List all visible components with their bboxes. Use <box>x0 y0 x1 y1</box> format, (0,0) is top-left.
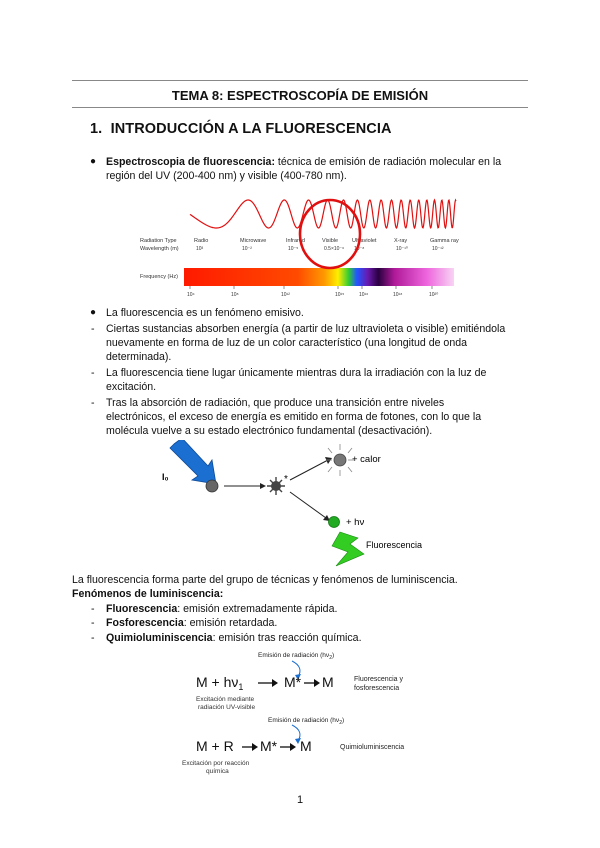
luminescence-heading: Fenómenos de luminiscencia: <box>72 588 224 600</box>
relaxed-molecule-heat <box>334 454 346 466</box>
freq-tick-label-3: 10¹⁵ <box>335 292 345 298</box>
result1-line-b: fosforescencia <box>354 685 400 692</box>
arrowhead <box>314 679 320 687</box>
heat-label: + calor <box>352 454 381 465</box>
bullet-dot: ● <box>90 156 97 167</box>
result2: Quimioluminiscencia <box>340 744 405 751</box>
dash3-line-c: molécula vuelve a su estado electrónico fundamental (desactivación). <box>106 425 433 438</box>
spectrum-bar <box>184 268 454 286</box>
fen1-term: Fluorescencia <box>106 603 178 615</box>
excitation2-line-a: Excitación por reacción <box>182 760 250 767</box>
freq-tick-label-5: 10¹⁸ <box>393 292 403 298</box>
dash1-line-c: determinada). <box>106 351 172 364</box>
page-title: TEMA 8: ESPECTROSCOPÍA DE EMISIÓN <box>171 88 429 103</box>
result1-line-a: Fluorescencia y <box>354 676 404 683</box>
freq-tick-label-4: 10¹⁶ <box>359 292 369 298</box>
wavelength-label: Wavelength (m) <box>140 246 179 252</box>
fen3-text: : emisión tras reacción química. <box>212 632 362 644</box>
wavelength-value-3: 0.5×10⁻⁶ <box>324 246 345 252</box>
phenomenon-fluorescence <box>106 602 337 616</box>
dash3-line-b: electrónicos, el exceso de energía es emitido en forma de fotones, con lo que la <box>106 411 482 424</box>
dash-item-absorben <box>106 322 546 365</box>
ground-molecule <box>206 480 218 492</box>
radiation-type-0: Radio <box>194 238 209 244</box>
bullet-definition <box>106 155 536 183</box>
freq-tick-label-1: 10⁸ <box>231 292 239 298</box>
eq2-mid: M* <box>260 738 278 754</box>
wavelength-value-1: 10⁻² <box>242 246 252 252</box>
excited-sparkle <box>267 477 285 495</box>
dash-marker: - <box>91 367 95 379</box>
radiation-type-2: Infrared <box>286 238 305 244</box>
definition-text-a: técnica de emisión de radiación molecular en la <box>274 156 502 168</box>
dash-marker: - <box>91 397 95 409</box>
spectrum-figure <box>140 190 460 302</box>
phenomenon-phosphorescence <box>106 616 277 630</box>
reaction-schemes <box>180 645 440 775</box>
arrowhead <box>290 743 296 751</box>
wavelength-value-6: 10⁻¹² <box>432 246 444 252</box>
freq-tick-label-6: 10²⁰ <box>429 292 439 298</box>
incident-light-arrow <box>170 440 216 484</box>
fen2-term: Fosforescencia <box>106 617 184 629</box>
fluorescence-label: Fluorescencia <box>366 540 423 550</box>
wavelength-value-2: 10⁻⁵ <box>288 246 299 252</box>
path-to-heat <box>290 460 328 480</box>
section-title: INTRODUCCIÓN A LA FLUORESCENCIA <box>110 121 392 137</box>
eq2-left: M + R <box>196 738 234 754</box>
i0-label: I₀ <box>162 472 169 482</box>
radiation-type-4: Ultraviolet <box>352 238 377 244</box>
dash-marker: - <box>91 632 95 644</box>
section-heading <box>90 121 392 137</box>
relaxed-molecule-fluor <box>329 517 340 528</box>
fen3-term: Quimioluminiscencia <box>106 632 213 644</box>
definition-text-b: región del UV (200-400 nm) y visible (400-780 nm). <box>106 170 347 183</box>
excitation1-line-a: Excitación mediante <box>196 696 255 703</box>
page-number: 1 <box>296 794 304 806</box>
emission1-label: Emisión de radiación $(h\nu_2)$ <box>258 652 335 661</box>
section-number: 1. <box>90 121 103 137</box>
highlight-circle <box>300 200 360 268</box>
arrowhead <box>260 483 266 489</box>
dash1-line-b: nuevamente en forma de luz de un color característico (una longitud de onda <box>106 337 467 350</box>
dash-marker: - <box>91 617 95 629</box>
eq1-left: $M + h\nu_1$ <box>196 674 244 692</box>
radiation-type-6: Gamma ray <box>430 238 459 244</box>
excited-star: * <box>284 474 288 485</box>
radiation-type-3: Visible <box>322 238 339 244</box>
dash-marker: - <box>91 603 95 615</box>
title-rule <box>72 107 528 108</box>
freq-tick-label-0: 10⁴ <box>187 292 195 298</box>
eq1-right: M <box>322 674 334 690</box>
definition-term: Espectroscopia de fluorescencia: <box>106 156 275 168</box>
bullet-dot: ● <box>90 307 97 318</box>
dash3-line-a: Tras la absorción de radiación, que produce una transición entre niveles <box>106 397 445 409</box>
bullet-emisivo: La fluorescencia es un fenómeno emisivo. <box>106 307 304 319</box>
dash-marker: - <box>91 323 95 335</box>
excitation2-line-b: química <box>206 768 229 775</box>
freq-tick-label-2: 10¹² <box>281 292 290 298</box>
radiation-type-1: Microwave <box>240 238 267 244</box>
wavelength-value-5: 10⁻¹⁰ <box>396 246 408 252</box>
radiation-type-5: X-ray <box>394 238 408 244</box>
wave-line <box>190 200 456 228</box>
arrowhead <box>252 743 258 751</box>
luminescence-paragraph: La fluorescencia forma parte del grupo de técnicas y fenómenos de luminiscencia. <box>72 574 458 586</box>
emission2-label: Emisión de radiación $(h\nu_2)$ <box>268 717 345 726</box>
dash-item-absorcion <box>106 396 546 439</box>
radiation-type-label: Radiation Type <box>140 238 177 244</box>
excitation1-line-b: radiación UV-visible <box>198 704 256 711</box>
dash2-line-a: La fluorescencia tiene lugar únicamente mientras dura la irradiación con la luz de <box>106 367 487 379</box>
dash2-line-b: excitación. <box>106 381 157 394</box>
lightning-bolt-icon <box>332 532 364 566</box>
path-to-fluor <box>290 492 326 518</box>
excitation-diagram <box>160 440 440 570</box>
dash1-line-a: Ciertas sustancias absorben energía (a partir de luz ultravioleta o visible) emitiéndola <box>106 323 506 335</box>
eq1-mid: M* <box>284 674 302 690</box>
frequency-label: Frequency (Hz) <box>140 274 178 280</box>
wavelength-value-4: 10⁻⁸ <box>354 246 365 252</box>
eq2-right: M <box>300 738 312 754</box>
dash-item-irradiacion <box>106 366 546 394</box>
fen1-text: : emisión extremadamente rápida. <box>177 603 338 615</box>
fen2-text: : emisión retardada. <box>183 617 278 629</box>
arrowhead <box>272 679 278 687</box>
phenomenon-chemiluminescence <box>106 631 362 645</box>
hv-label: + hν <box>346 517 365 528</box>
wavelength-value-0: 10³ <box>196 246 204 252</box>
top-rule <box>72 80 528 81</box>
